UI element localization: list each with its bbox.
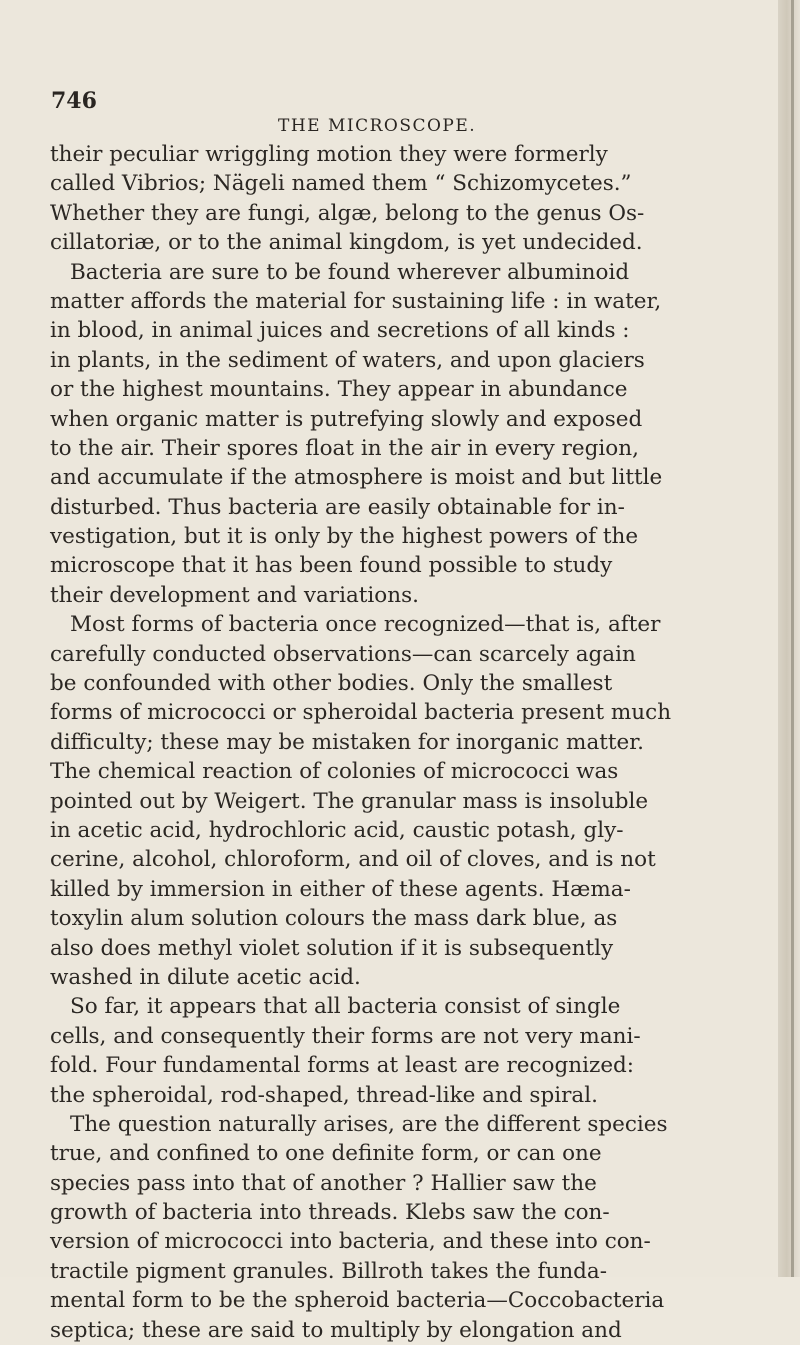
text-line: toxylin alum solution colours the mass dark blue, as (50, 906, 618, 932)
text-line: Most forms of bacteria once recognized—that is, after (70, 612, 661, 638)
page-edge-shadow (791, 0, 794, 1277)
text-line: killed by immersion in either of these agents. Hæma- (50, 876, 631, 902)
text-line: matter affords the material for sustaining life : in water, (50, 288, 662, 314)
text-line: version of micrococci into bacteria, and these into con- (50, 1229, 651, 1255)
text-line: fold. Four fundamental forms at least are recognized: (50, 1053, 635, 1079)
page-edge (778, 0, 800, 1277)
running-head: THE MICROSCOPE. (278, 116, 477, 136)
text-line: be confounded with other bodies. Only the smallest (50, 671, 613, 697)
body-text (50, 140, 775, 1345)
text-line: Whether they are fungi, algæ, belong to the genus Os- (50, 200, 645, 226)
text-line: when organic matter is putrefying slowly and exposed (50, 406, 643, 432)
text-line: The chemical reaction of colonies of micrococci was (50, 759, 619, 785)
text-line: forms of micrococci or spheroidal bacteria present much (50, 700, 672, 726)
text-line: pointed out by Weigert. The granular mass is insoluble (50, 788, 649, 814)
text-line: cillatoriæ, or to the animal kingdom, is yet undecided. (50, 230, 643, 256)
text-line: in plants, in the sediment of waters, and upon glaciers (50, 347, 645, 373)
text-line: growth of bacteria into threads. Klebs saw the con- (50, 1200, 610, 1226)
page-number: 746 (51, 88, 97, 114)
text-line: the spheroidal, rod-shaped, thread-like and spiral. (50, 1082, 598, 1108)
text-line: and accumulate if the atmosphere is moist and but little (50, 465, 663, 491)
text-line: cells, and consequently their forms are not very mani- (50, 1023, 641, 1049)
text-line: species pass into that of another ? Hallier saw the (50, 1170, 597, 1196)
text-line: true, and confined to one definite form, or can one (50, 1141, 602, 1167)
text-line: vestigation, but it is only by the highest powers of the (50, 524, 639, 550)
text-line: disturbed. Thus bacteria are easily obtainable for in- (50, 494, 625, 520)
text-line: tractile pigment granules. Billroth takes the funda- (50, 1258, 608, 1284)
text-line: their development and variations. (50, 582, 419, 608)
text-line: mental form to be the spheroid bacteria—Coccobacteria (50, 1288, 665, 1314)
text-line: called Vibrios; Nägeli named them “ Schizomycetes.” (50, 171, 632, 197)
text-line: difficulty; these may be mistaken for inorganic matter. (50, 729, 645, 755)
text-line: in blood, in animal juices and secretions of all kinds : (50, 318, 630, 344)
text-line: carefully conducted observations—can scarcely again (50, 641, 636, 667)
text-line: septica; these are said to multiply by elongation and (50, 1317, 622, 1343)
text-line: or the highest mountains. They appear in abundance (50, 377, 628, 403)
text-line: So far, it appears that all bacteria consist of single (70, 994, 621, 1020)
text-line: their peculiar wriggling motion they were formerly (50, 142, 608, 167)
text-line: Bacteria are sure to be found wherever albuminoid (70, 259, 630, 285)
text-line: also does methyl violet solution if it is subsequently (50, 935, 614, 961)
text-line: in acetic acid, hydrochloric acid, caustic potash, gly- (50, 817, 624, 843)
text-line: cerine, alcohol, chloroform, and oil of cloves, and is not (50, 847, 656, 873)
text-line: to the air. Their spores float in the air in every region, (50, 435, 639, 461)
text-line: microscope that it has been found possible to study (50, 553, 613, 579)
text-line: washed in dilute acetic acid. (50, 964, 361, 990)
text-line: The question naturally arises, are the different species (70, 1111, 668, 1137)
